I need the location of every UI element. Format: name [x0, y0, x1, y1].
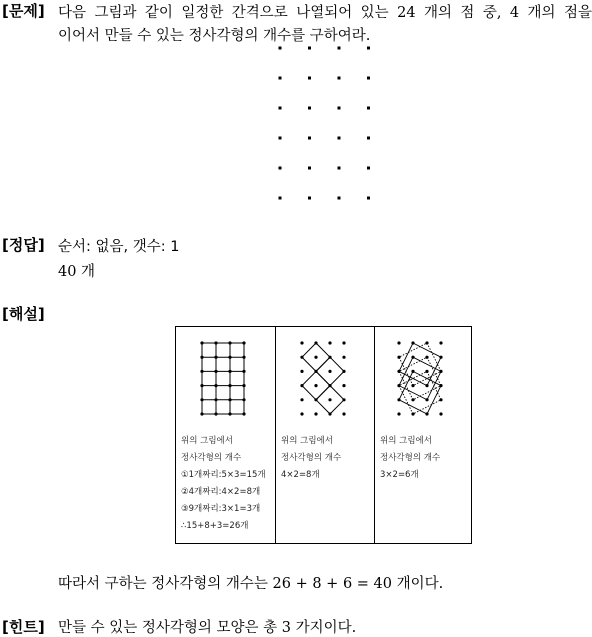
grid-dot: [342, 398, 345, 401]
grid-dot: [425, 341, 428, 344]
grid-dot: [338, 137, 341, 140]
grid-dot: [314, 341, 317, 344]
grid-dot: [308, 107, 311, 110]
grid-dot: [300, 384, 303, 387]
grid-dot: [300, 356, 303, 359]
grid-dot: [314, 398, 317, 401]
figure-panel-2: [275, 327, 375, 543]
caption-line: ③9개짜리:3×1=3개: [181, 504, 261, 514]
grid-dot: [308, 137, 311, 140]
grid-dot: [279, 77, 282, 80]
grid-dot: [214, 341, 217, 344]
grid-dot: [228, 341, 231, 344]
grid-dot: [328, 356, 331, 359]
grid-dot: [242, 370, 245, 373]
caption-line: 4×2=8개: [281, 470, 320, 480]
problem-line-1: 다음 그림과 같이 일정한 간격으로 나열되어 있는 24 개의 점 중, 4 개의 점을: [58, 5, 592, 21]
grid-dot: [214, 356, 217, 359]
grid-dot: [200, 370, 203, 373]
grid-dot: [279, 197, 282, 200]
answer-meta: 순서: 없음, 갯수: 1: [58, 239, 180, 255]
grid-dot: [314, 356, 317, 359]
problem-line-2: 이어서 만들 수 있는 정사각형의 개수를 구하여라.: [58, 28, 371, 44]
grid-dot: [314, 412, 317, 415]
grid-dot: [411, 384, 414, 387]
explanation-label: [해설]: [2, 305, 45, 323]
grid-dot: [342, 370, 345, 373]
tilted-square: [399, 371, 441, 414]
figure-panel-3: [374, 327, 472, 543]
grid-dot: [214, 370, 217, 373]
grid-dot: [342, 341, 345, 344]
caption-line: 정사각형의 개수: [380, 453, 441, 463]
grid-dot: [342, 412, 345, 415]
caption-line: 위의 그림에서: [281, 436, 333, 446]
grid-dot: [200, 356, 203, 359]
grid-dot: [425, 398, 428, 401]
grid-dot: [228, 398, 231, 401]
caption-line: 위의 그림에서: [380, 436, 432, 446]
grid-dot: [214, 398, 217, 401]
grid-dot: [367, 47, 370, 50]
caption-line: 3×2=6개: [380, 470, 419, 480]
grid-dot: [228, 370, 231, 373]
grid-dot: [328, 341, 331, 344]
problem-label: [문제]: [2, 2, 45, 20]
caption-line: ①1개짜리:5×3=15개: [181, 470, 266, 480]
panel-2-caption: [281, 433, 341, 484]
grid-dot: [300, 398, 303, 401]
grid-dot: [439, 356, 442, 359]
grid-dot: [242, 398, 245, 401]
grid-dot: [228, 412, 231, 415]
grid-dot: [411, 356, 414, 359]
tilted-squares-figure: [298, 339, 354, 419]
grid-dot: [342, 356, 345, 359]
grid-dot: [328, 384, 331, 387]
grid-dot: [439, 398, 442, 401]
grid-dot: [214, 412, 217, 415]
tilted-square: [399, 371, 441, 414]
grid-dot: [397, 370, 400, 373]
grid-dot: [200, 412, 203, 415]
grid-dot: [425, 412, 428, 415]
grid-dot: [411, 341, 414, 344]
tilted-square: [399, 357, 441, 400]
caption-line: ②4개짜리:4×2=8개: [181, 487, 261, 497]
grid-dot: [328, 398, 331, 401]
grid-dot: [367, 107, 370, 110]
dot-grid: [270, 40, 380, 206]
grid-dot: [242, 412, 245, 415]
grid-dot: [308, 197, 311, 200]
caption-line: ∴15+8+3=26개: [181, 521, 249, 531]
grid-dot: [300, 412, 303, 415]
grid-dot: [200, 398, 203, 401]
grid-dot: [308, 47, 311, 50]
tilted-square: [399, 357, 441, 400]
grid-dot: [228, 356, 231, 359]
grid-dot: [328, 412, 331, 415]
grid-dot: [338, 77, 341, 80]
grid-dot: [367, 167, 370, 170]
figure-panel-1: [176, 327, 275, 543]
tilted-square: [399, 343, 441, 386]
large-tilted-squares-figure: [395, 339, 451, 419]
grid-dot: [342, 384, 345, 387]
grid-dot: [242, 384, 245, 387]
grid-dot: [279, 167, 282, 170]
grid-dot: [308, 167, 311, 170]
grid-squares-figure: [198, 339, 254, 419]
explanation-conclusion: 따라서 구하는 정사각형의 개수는 26 + 8 + 6 = 40 개이다.: [58, 576, 444, 592]
grid-dot: [397, 356, 400, 359]
grid-dot: [314, 384, 317, 387]
grid-dot: [338, 47, 341, 50]
grid-dot: [367, 77, 370, 80]
grid-dot: [411, 412, 414, 415]
grid-dot: [425, 384, 428, 387]
grid-dot: [308, 77, 311, 80]
grid-dot: [300, 370, 303, 373]
grid-dot: [228, 384, 231, 387]
grid-dot: [328, 370, 331, 373]
grid-dot: [338, 107, 341, 110]
answer-label: [정답]: [2, 236, 45, 254]
answer-value: 40 개: [58, 264, 96, 280]
grid-dot: [411, 370, 414, 373]
grid-dot: [425, 356, 428, 359]
grid-dot: [439, 370, 442, 373]
caption-line: 정사각형의 개수: [281, 453, 342, 463]
grid-dot: [279, 137, 282, 140]
grid-dot: [279, 107, 282, 110]
grid-dot: [200, 384, 203, 387]
grid-dot: [279, 47, 282, 50]
grid-dot: [200, 341, 203, 344]
grid-dot: [338, 197, 341, 200]
panel-1-caption: [181, 433, 266, 535]
caption-line: 위의 그림에서: [181, 436, 233, 446]
grid-dot: [397, 412, 400, 415]
grid-dot: [397, 398, 400, 401]
grid-dot: [411, 398, 414, 401]
tilted-square: [399, 343, 441, 386]
grid-dot: [242, 356, 245, 359]
grid-dot: [338, 167, 341, 170]
grid-dot: [367, 137, 370, 140]
grid-dot: [439, 384, 442, 387]
grid-dot: [397, 384, 400, 387]
grid-dot: [439, 341, 442, 344]
grid-dot: [397, 341, 400, 344]
explanation-figure: [175, 326, 472, 544]
grid-dot: [300, 341, 303, 344]
hint-label: [힌트]: [2, 618, 45, 636]
grid-dot: [314, 370, 317, 373]
caption-line: 정사각형의 개수: [181, 453, 242, 463]
grid-dot: [242, 341, 245, 344]
hint-text: 만들 수 있는 정사각형의 모양은 총 3 가지이다.: [58, 620, 357, 636]
grid-dot: [439, 412, 442, 415]
panel-3-caption: [380, 433, 440, 484]
grid-dot: [214, 384, 217, 387]
grid-dot: [425, 370, 428, 373]
grid-dot: [367, 197, 370, 200]
